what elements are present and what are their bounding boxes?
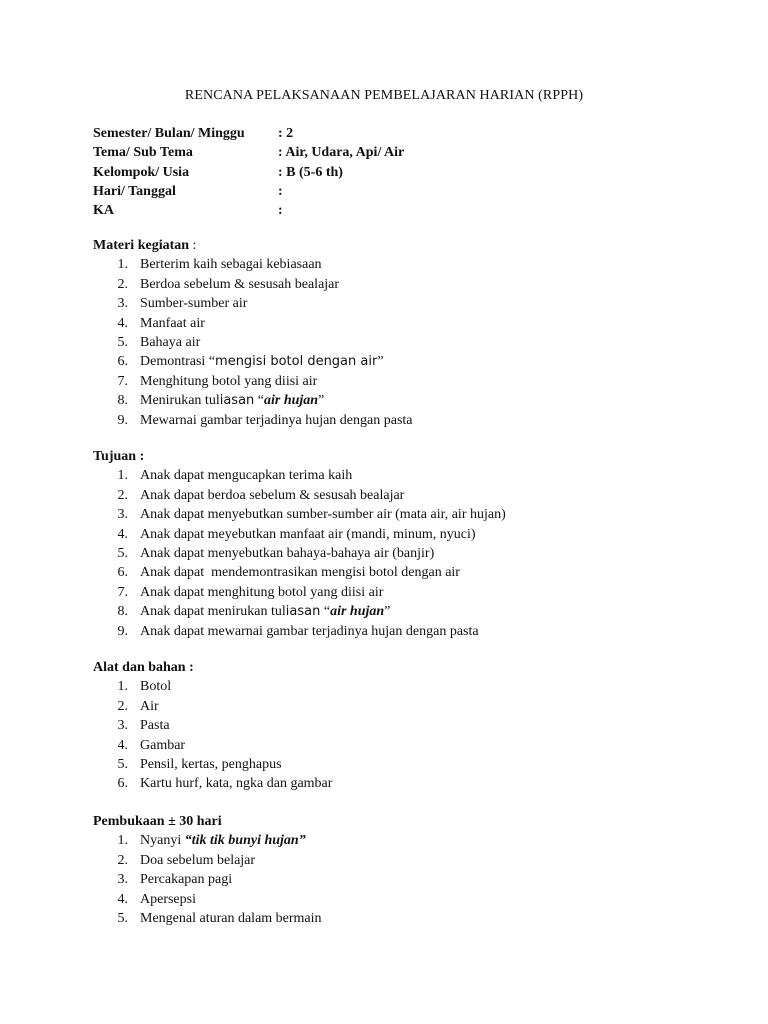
list-item: [93, 505, 506, 524]
list-item: [93, 774, 332, 793]
info-label: Semester/ Bulan/ Minggu: [93, 126, 245, 141]
item-emphasis: air hujan: [264, 393, 319, 409]
item-text: “: [320, 604, 331, 620]
item-text: Nyanyi: [140, 833, 185, 849]
item-number: 2.: [117, 276, 128, 292]
item-text-sans: iasan: [219, 393, 255, 409]
item-text: Botol: [140, 679, 172, 695]
pembukaan-list: [93, 831, 322, 928]
list-item: [93, 275, 413, 294]
list-item: [93, 352, 413, 371]
item-number: 3.: [117, 507, 128, 523]
item-text: Mewarnai gambar terjadinya hujan dengan pasta: [140, 412, 413, 428]
list-item: [93, 716, 332, 735]
item-number: 4.: [117, 526, 128, 542]
list-item: [93, 622, 506, 641]
item-number: 9.: [117, 412, 128, 428]
section-tujuan: [93, 447, 506, 641]
section-materi: [93, 236, 413, 430]
item-text: Demontrasi “: [140, 354, 216, 370]
item-text: Anak dapat mengucapkan terima kaih: [140, 468, 353, 484]
info-value: :: [278, 183, 283, 199]
info-label: Hari/ Tanggal: [93, 183, 176, 199]
section-heading-text: Materi kegiatan: [93, 238, 190, 253]
item-text: Anak dapat menirukan tul: [140, 604, 286, 620]
item-text: Manfaat air: [140, 315, 205, 331]
list-item: [93, 333, 413, 352]
section-heading: [93, 447, 506, 466]
item-emphasis: air hujan: [330, 604, 385, 620]
alat-list: [93, 677, 332, 793]
item-text: Doa sebelum belajar: [140, 852, 256, 868]
item-text-sans: mengisi botol dengan air: [215, 354, 378, 370]
item-text: Anak dapat menghitung botol yang diisi air: [140, 584, 384, 600]
list-item: [93, 525, 506, 544]
item-text-sans: iasan: [285, 604, 321, 620]
list-item: [93, 870, 322, 889]
item-number: 1.: [117, 679, 128, 695]
list-item: [93, 544, 506, 563]
item-number: 6.: [117, 776, 128, 792]
item-text: Air: [140, 698, 159, 714]
info-row-ka: [93, 201, 404, 220]
item-number: 5.: [117, 756, 128, 772]
item-text: Berterim kaih sebagai kebiasaan: [140, 257, 322, 273]
item-number: 4.: [117, 891, 128, 907]
item-text: Percakapan pagi: [140, 872, 233, 888]
item-number: 5.: [117, 334, 128, 350]
item-number: 4.: [117, 737, 128, 753]
item-number: 1.: [117, 257, 128, 273]
item-text: Anak dapat mendemontrasikan mengisi botol dengan air: [140, 565, 460, 581]
item-text: Anak dapat meyebutkan manfaat air (mandi, minum, nyuci): [140, 526, 476, 542]
info-value: : Air, Udara, Api/ Air: [278, 145, 405, 161]
item-text: Mengenal aturan dalam bermain: [140, 910, 322, 926]
item-text: Kartu hurf, kata, ngka dan gambar: [140, 776, 333, 792]
list-item: [93, 294, 413, 313]
info-label: KA: [93, 203, 114, 219]
list-item: [93, 755, 332, 774]
info-value: :: [278, 203, 283, 219]
item-number: 2.: [117, 698, 128, 714]
section-heading: [93, 236, 413, 255]
list-item: [93, 890, 322, 909]
info-value: : B (5-6 th): [278, 164, 343, 180]
item-number: 3.: [117, 872, 128, 888]
list-item: [93, 466, 506, 485]
section-heading: [93, 812, 322, 831]
item-number: 1.: [117, 833, 128, 849]
list-item: [93, 391, 413, 410]
item-text: Anak dapat mewarnai gambar terjadinya hujan dengan pasta: [140, 623, 479, 639]
item-text: Bahaya air: [140, 334, 201, 350]
item-text: Anak dapat berdoa sebelum & sesusah bealajar: [140, 487, 405, 503]
list-item: [93, 255, 413, 274]
section-heading-text: Pembukaan ± 30 hari: [93, 814, 222, 829]
section-heading-text: Alat dan bahan :: [93, 660, 194, 675]
info-row-hari: [93, 182, 404, 201]
item-text: Menirukan tul: [140, 393, 220, 409]
list-item: [93, 486, 506, 505]
item-text: Menghitung botol yang diisi air: [140, 373, 318, 389]
info-block: [93, 124, 404, 220]
item-number: 6.: [117, 354, 128, 370]
item-number: 1.: [117, 468, 128, 484]
item-number: 5.: [117, 910, 128, 926]
item-text: Gambar: [140, 737, 186, 753]
item-number: 7.: [117, 373, 128, 389]
item-text: Berdoa sebelum & sesusah bealajar: [140, 276, 340, 292]
section-heading: [93, 658, 332, 677]
item-text: ”: [318, 393, 325, 409]
list-item: [93, 563, 506, 582]
item-number: 3.: [117, 718, 128, 734]
item-text: Anak dapat menyebutkan sumber-sumber air (mata air, air hujan): [140, 507, 506, 523]
item-emphasis: “tik tik bunyi hujan”: [184, 833, 306, 849]
item-number: 8.: [117, 604, 128, 620]
item-number: 3.: [117, 296, 128, 312]
item-number: 9.: [117, 623, 128, 639]
list-item: [93, 602, 506, 621]
info-row-kelompok: [93, 163, 404, 182]
section-heading-suffix: :: [189, 238, 197, 253]
list-item: [93, 697, 332, 716]
tujuan-list: [93, 466, 506, 641]
info-row-tema: [93, 143, 404, 162]
materi-list: [93, 255, 413, 430]
item-text: Pensil, kertas, penghapus: [140, 756, 282, 772]
list-item: [93, 677, 332, 696]
item-text: ”: [377, 354, 384, 370]
section-pembukaan: [93, 812, 322, 928]
item-text: ”: [384, 604, 391, 620]
item-number: 2.: [117, 487, 128, 503]
item-text: Sumber-sumber air: [140, 296, 248, 312]
info-label: Kelompok/ Usia: [93, 164, 190, 180]
item-number: 4.: [117, 315, 128, 331]
info-value: : 2: [278, 126, 294, 141]
info-row-semester: [93, 124, 404, 143]
info-label: Tema/ Sub Tema: [93, 145, 193, 161]
item-number: 7.: [117, 584, 128, 600]
list-item: [93, 411, 413, 430]
list-item: [93, 909, 322, 928]
list-item: [93, 736, 332, 755]
list-item: [93, 851, 322, 870]
item-number: 6.: [117, 565, 128, 581]
item-number: 2.: [117, 852, 128, 868]
item-text: Apersepsi: [140, 891, 196, 907]
list-item: [93, 372, 413, 391]
item-number: 8.: [117, 393, 128, 409]
list-item: [93, 314, 413, 333]
item-number: 5.: [117, 545, 128, 561]
section-heading-text: Tujuan :: [93, 449, 145, 464]
item-text: Pasta: [140, 718, 170, 734]
section-alat: [93, 658, 332, 794]
item-text: “: [254, 393, 264, 409]
list-item: [93, 583, 506, 602]
document-title: RENCANA PELAKSANAAN PEMBELAJARAN HARIAN (RPPH): [184, 88, 584, 103]
list-item: [93, 831, 322, 850]
item-text: Anak dapat menyebutkan bahaya-bahaya air (banjir): [140, 545, 435, 561]
